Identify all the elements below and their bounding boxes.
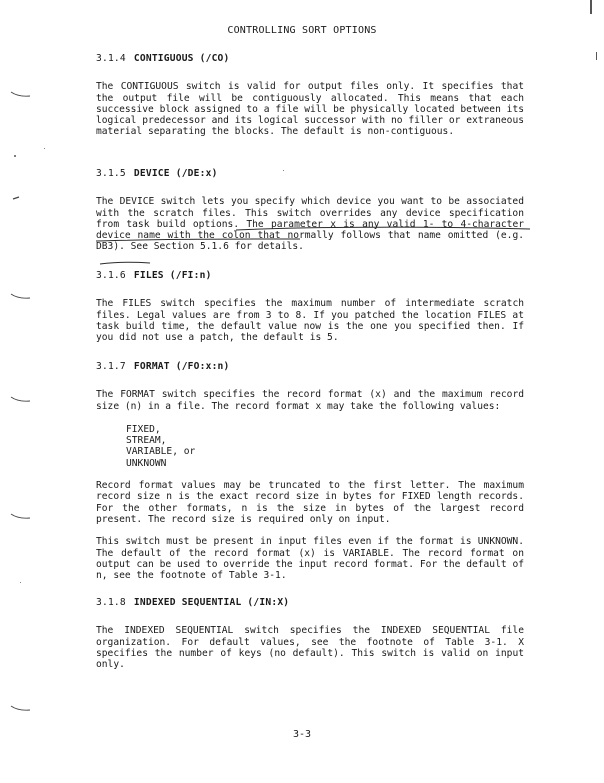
scan-edge-mark: [10, 704, 32, 712]
scan-edge-mark: [12, 194, 34, 202]
section-number: 3.1.7: [96, 361, 126, 372]
page-number: 3-3: [292, 729, 312, 740]
section-paragraph: Record format values may be truncated to the first letter. The maximum record size n is the exact record size in bytes for FIXED length records. For the other formats, n is the size in bytes of the largest record present. The record size is required only on input.: [96, 480, 524, 525]
record-format-value: VARIABLE, or: [126, 446, 196, 458]
section-paragraph: The INDEXED SEQUENTIAL switch specifies the INDEXED SEQUENTIAL file organization. For default values, see the footnote of Table 3-1. X specifies the number of keys (no default). This switch is valid on input only.: [96, 625, 524, 671]
section-files: [96, 270, 524, 343]
record-format-value: UNKNOWN: [126, 457, 167, 469]
scan-speck: [44, 148, 45, 149]
section-heading: [96, 597, 524, 608]
scan-speck: [14, 155, 16, 157]
section-indexed-sequential: [96, 597, 524, 670]
section-number: 3.1.5: [96, 168, 126, 179]
section-title: CONTIGUOUS (/CO): [133, 53, 230, 64]
section-heading: [96, 270, 524, 281]
section-device: [96, 168, 524, 253]
record-format-value: STREAM,: [126, 435, 167, 447]
section-title: INDEXED SEQUENTIAL (/IN:X): [133, 597, 290, 608]
scan-speck: [283, 170, 284, 171]
page-header: CONTROLLING SORT OPTIONS: [227, 25, 377, 36]
scan-speck: [20, 582, 21, 583]
scan-speck: [590, 0, 592, 14]
scan-edge-mark: [10, 395, 32, 403]
section-paragraph: The DEVICE switch lets you specify which device you want to be associated with the scratch files. This switch overrides any device specification from task build options. The parameter x is any valid 1- to 4-character device name with the colon that normally follows that name omitted (e.g. DB3). See Section 5.1.6 for details.: [96, 196, 524, 253]
section-heading: [96, 361, 524, 372]
section-heading: [96, 53, 524, 64]
scan-edge-mark: [10, 292, 32, 300]
scan-speck: [596, 52, 597, 60]
scan-edge-mark: [10, 90, 32, 98]
record-format-values: [126, 424, 524, 469]
section-heading: [96, 168, 524, 179]
section-paragraph: The FILES switch specifies the maximum number of intermediate scratch files. Legal values are from 3 to 8. If you patched the location FILES at task build time, the default value now is the one you specified then. If you did not use a patch, the default is 5.: [96, 298, 524, 344]
section-intro: The FORMAT switch specifies the record format (x) and the maximum record size (n) in a file. The record format x may take the following values:: [96, 389, 524, 412]
section-title: DEVICE (/DE:x): [133, 168, 218, 179]
section-paragraph: This switch must be present in input files even if the format is UNKNOWN. The default of the record format (x) is VARIABLE. The record format on output can be used to override the input record format. For the default of n, see the footnote of Table 3-1.: [96, 536, 524, 582]
section-paragraph: The CONTIGUOUS switch is valid for output files only. It specifies that the output file will be contiguously allocated. This means that each successive block assigned to a file will be physically located between its logical predecessor and its logical successor with no filler or extraneous material separating the blocks. The default is non-contiguous.: [96, 81, 524, 138]
record-format-value: FIXED,: [126, 423, 161, 435]
section-title: FILES (/FI:n): [133, 270, 212, 281]
scan-edge-mark: [10, 512, 32, 520]
section-contiguous: [96, 53, 524, 138]
section-number: 3.1.4: [96, 53, 126, 64]
section-title: FORMAT (/FO:x:n): [133, 361, 230, 372]
section-format: [96, 361, 524, 581]
section-number: 3.1.8: [96, 597, 126, 608]
section-number: 3.1.6: [96, 270, 126, 281]
